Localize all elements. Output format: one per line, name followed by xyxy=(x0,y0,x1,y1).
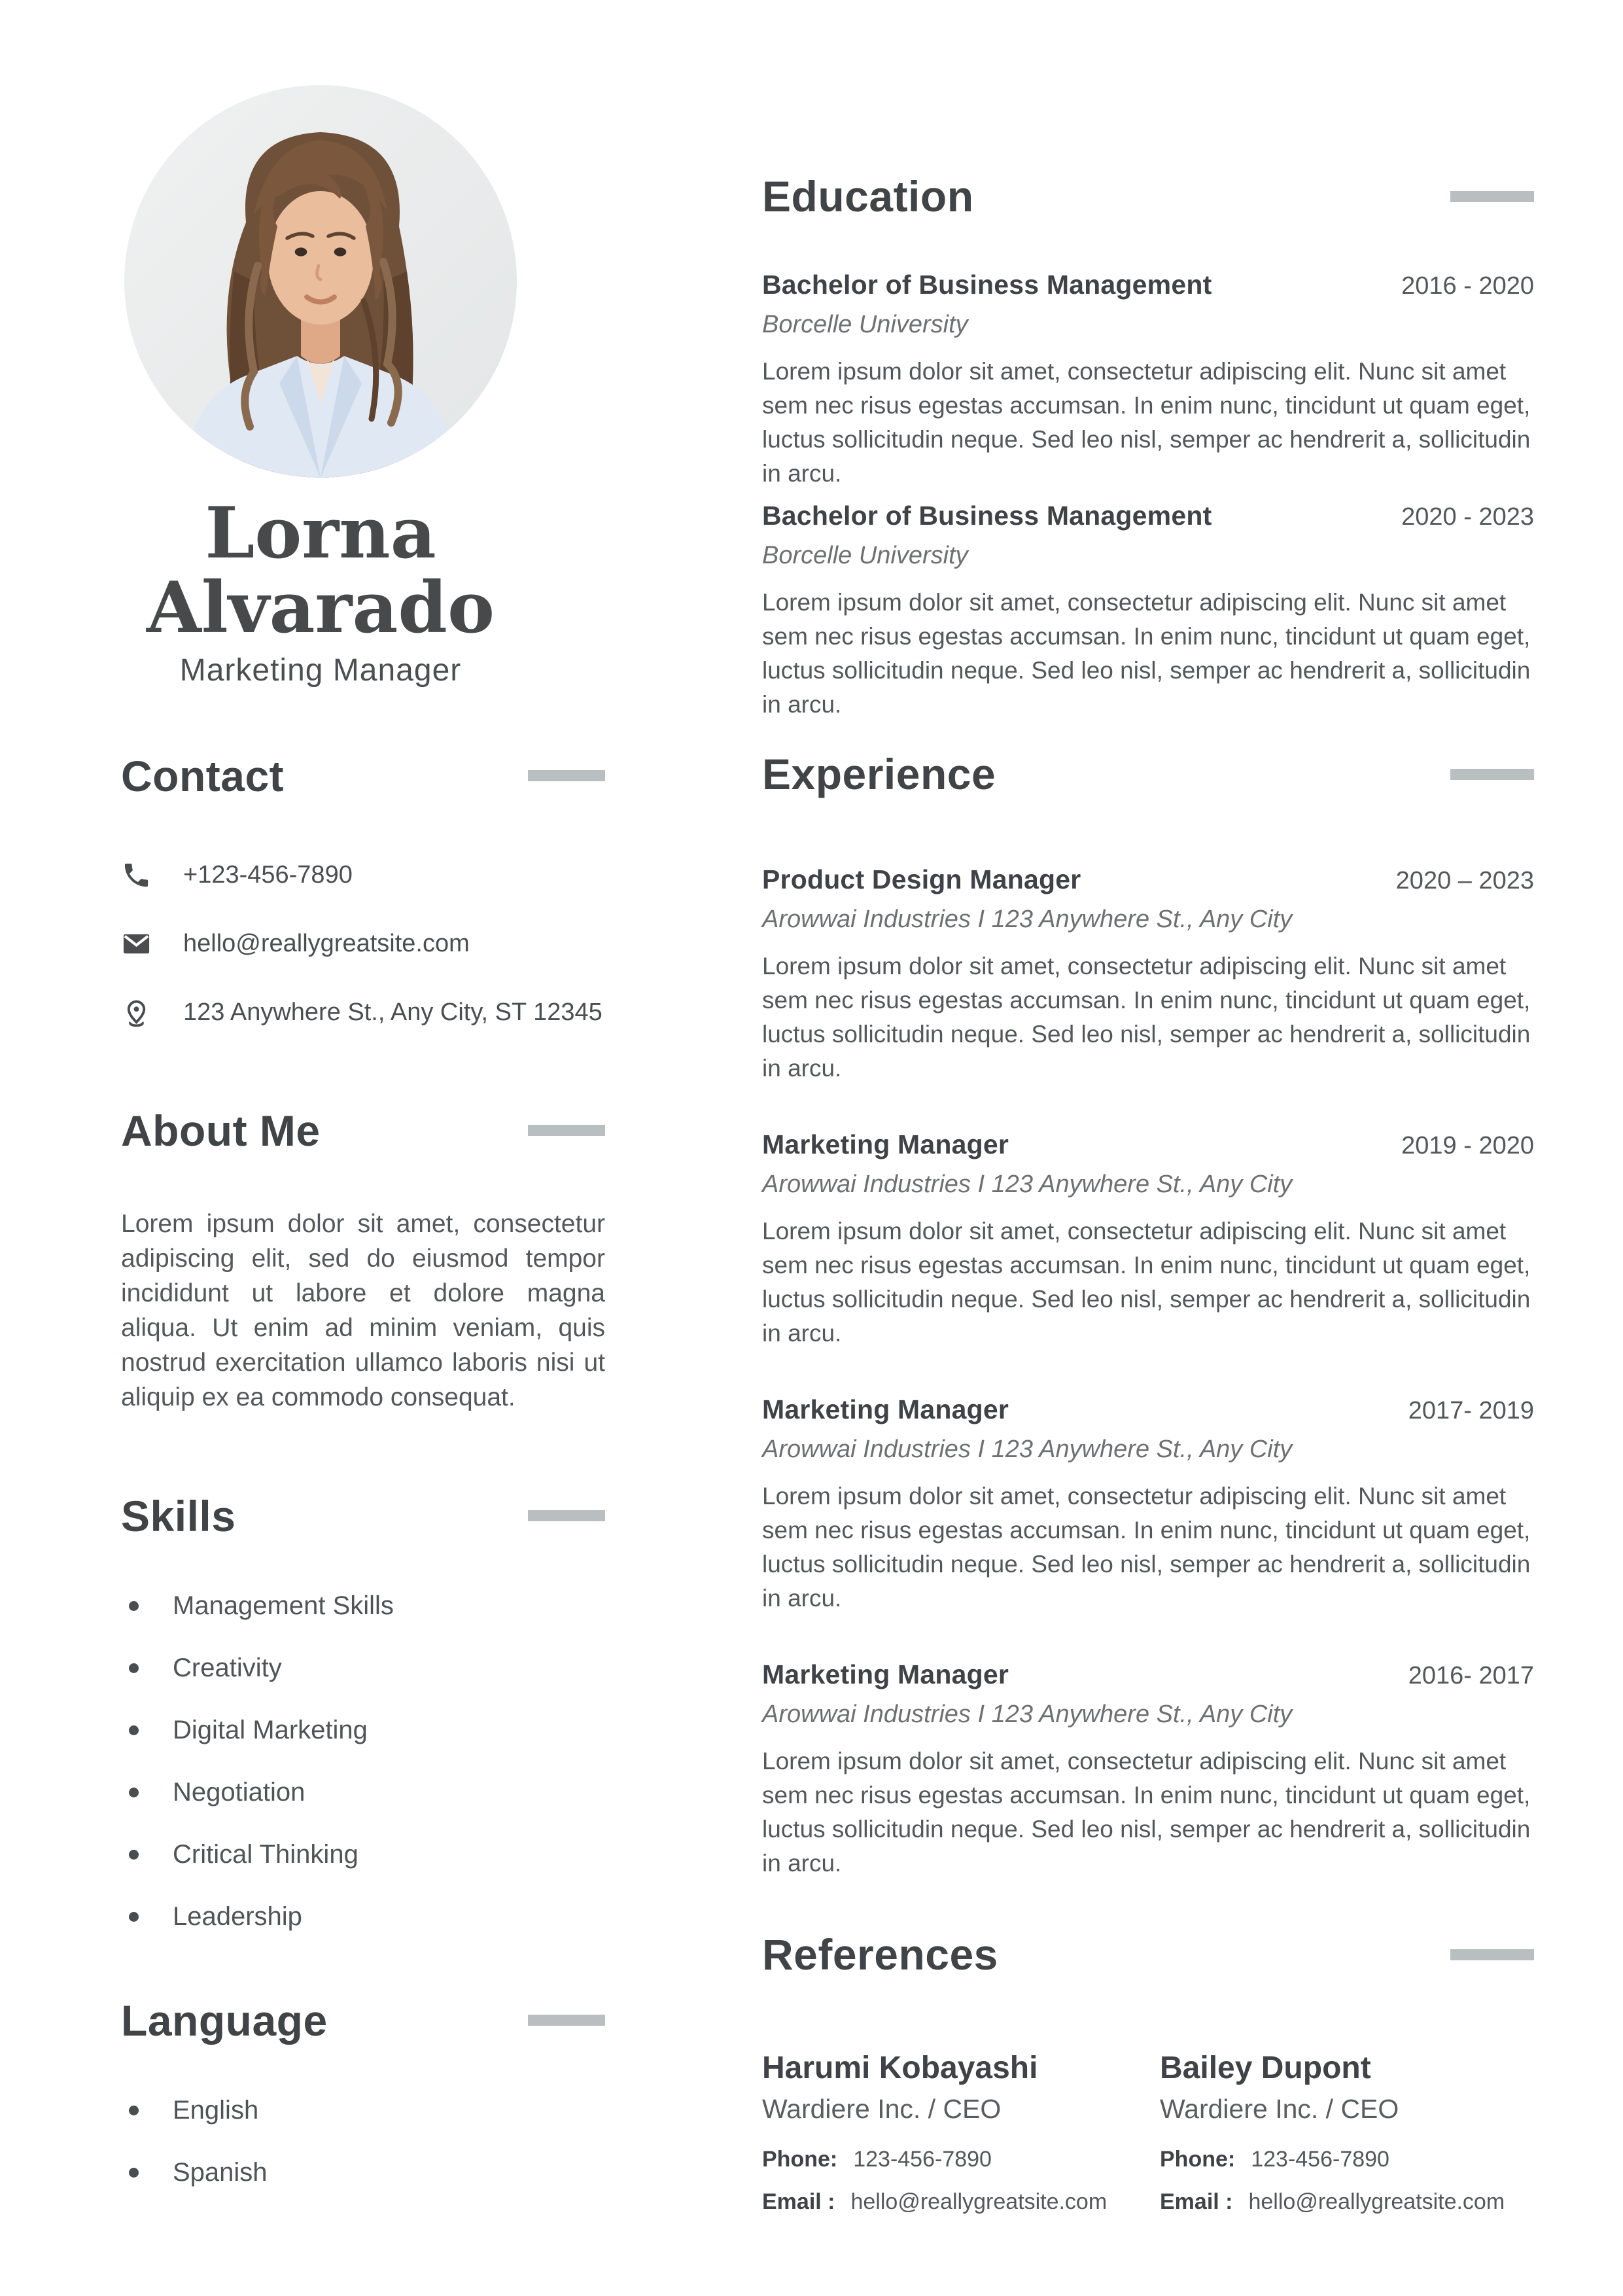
experience-section-header xyxy=(762,749,1534,799)
contact-email-text: hello@reallygreatsite.com xyxy=(183,930,470,958)
reference-name: Bailey Dupont xyxy=(1160,2051,1371,2085)
reference-card xyxy=(762,2050,1160,2215)
about-section-header xyxy=(121,1106,605,1156)
contact-phone-text: +123-456-7890 xyxy=(183,861,353,889)
entry-header xyxy=(762,1659,1534,1690)
role-title: Marketing Manager xyxy=(762,1659,1009,1689)
skill-label: Critical Thinking xyxy=(173,1839,358,1869)
list-item xyxy=(121,1777,605,1808)
heading-accent-bar xyxy=(1450,769,1534,780)
list-item xyxy=(121,1591,605,1621)
email-value: hello@reallygreatsite.com xyxy=(850,2189,1108,2214)
contact-heading: Contact xyxy=(121,751,285,800)
company-name: Arowwai Industries I 123 Anywhere St., Any City xyxy=(762,1436,1293,1463)
language-heading: Language xyxy=(121,1996,328,2045)
experience-entry xyxy=(762,1394,1534,1616)
entry-dates: 2017- 2019 xyxy=(1408,1397,1534,1424)
about-heading: About Me xyxy=(121,1106,321,1155)
left-sidebar xyxy=(0,0,661,2296)
list-item xyxy=(121,1653,605,1684)
location-icon xyxy=(121,997,152,1028)
entry-dates: 2016 - 2020 xyxy=(1401,272,1534,300)
language-section-header xyxy=(121,1996,605,2045)
email-value: hello@reallygreatsite.com xyxy=(1248,2189,1505,2214)
list-item xyxy=(121,2157,605,2188)
contact-rows xyxy=(121,860,605,1029)
skills-heading: Skills xyxy=(121,1491,236,1540)
entry-description: Lorem ipsum dolor sit amet, consectetur adipiscing elit. Nunc sit amet sem nec risus egestas accumsan. In enim nunc, tincidunt ut quam eget, luctus sollicitudin neque. Sed leo nisl, semper ac hendrerit a, sollicitudin in arcu. xyxy=(762,953,1531,1082)
portrait-illustration xyxy=(124,85,517,478)
role-title: Marketing Manager xyxy=(762,1129,1009,1159)
education-entry xyxy=(762,270,1534,491)
language-section xyxy=(121,1996,605,2188)
references-section xyxy=(762,1930,1534,2215)
phone-value: 123-456-7890 xyxy=(1251,2147,1389,2172)
entry-header xyxy=(762,501,1534,531)
contact-address-text: 123 Anywhere St., Any City, ST 12345 xyxy=(183,998,602,1027)
entry-header xyxy=(762,864,1534,895)
language-label: English xyxy=(173,2095,259,2125)
reference-name: Harumi Kobayashi xyxy=(762,2051,1038,2085)
school-name: Borcelle University xyxy=(762,311,968,338)
phone-value: 123-456-7890 xyxy=(853,2147,992,2172)
heading-accent-bar xyxy=(528,770,605,781)
list-item xyxy=(121,2095,605,2126)
person-job-title: Marketing Manager xyxy=(179,652,462,688)
list-item xyxy=(121,1715,605,1746)
company-name: Arowwai Industries I 123 Anywhere St., Any City xyxy=(762,906,1293,933)
email-label: Email : xyxy=(762,2189,835,2214)
reference-phone-row xyxy=(762,2147,1160,2172)
phone-label: Phone: xyxy=(762,2147,838,2172)
contact-section-header xyxy=(121,751,605,801)
education-section-header xyxy=(762,171,1534,221)
entry-header xyxy=(762,1129,1534,1160)
heading-accent-bar xyxy=(528,2015,605,2026)
contact-row-email xyxy=(121,928,605,960)
entry-dates: 2019 - 2020 xyxy=(1401,1132,1534,1159)
role-title: Marketing Manager xyxy=(762,1394,1009,1424)
reference-email-row xyxy=(762,2189,1160,2215)
heading-accent-bar xyxy=(528,1510,605,1521)
person-name xyxy=(121,492,520,650)
skill-label: Creativity xyxy=(173,1653,282,1682)
phone-icon xyxy=(121,860,152,891)
skill-label: Negotiation xyxy=(173,1777,305,1807)
experience-heading: Experience xyxy=(762,750,996,798)
reference-org: Wardiere Inc. / CEO xyxy=(762,2094,1002,2124)
entry-description: Lorem ipsum dolor sit amet, consectetur adipiscing elit. Nunc sit amet sem nec risus egestas accumsan. In enim nunc, tincidunt ut quam eget, luctus sollicitudin neque. Sed leo nisl, semper ac hendrerit a, sollicitudin in arcu. xyxy=(762,589,1531,718)
company-name: Arowwai Industries I 123 Anywhere St., Any City xyxy=(762,1701,1293,1728)
heading-accent-bar xyxy=(1450,1949,1534,1960)
entry-dates: 2020 – 2023 xyxy=(1395,867,1534,894)
bullet-dot xyxy=(129,1601,139,1611)
references-heading: References xyxy=(762,1930,998,1979)
reference-card xyxy=(1160,2050,1534,2215)
reference-email-row xyxy=(1160,2189,1534,2215)
entry-dates: 2016- 2017 xyxy=(1408,1662,1534,1689)
entry-dates: 2020 - 2023 xyxy=(1401,503,1534,531)
references-grid xyxy=(762,2050,1534,2215)
about-section xyxy=(121,1106,605,1415)
skills-section-header xyxy=(121,1491,605,1541)
entry-description: Lorem ipsum dolor sit amet, consectetur adipiscing elit. Nunc sit amet sem nec risus egestas accumsan. In enim nunc, tincidunt ut quam eget, luctus sollicitudin neque. Sed leo nisl, semper ac hendrerit a, sollicitudin in arcu. xyxy=(762,358,1531,487)
heading-accent-bar xyxy=(528,1125,605,1136)
contact-row-phone xyxy=(121,860,605,891)
bullet-dot xyxy=(129,2168,139,2178)
bullet-dot xyxy=(129,1788,139,1797)
bullet-dot xyxy=(129,1912,139,1922)
entry-header xyxy=(762,270,1534,300)
entry-header xyxy=(762,1394,1534,1425)
bullet-dot xyxy=(129,1725,139,1735)
profile-photo xyxy=(124,85,517,478)
reference-org: Wardiere Inc. / CEO xyxy=(1160,2094,1399,2124)
person-first-name: Lorna xyxy=(205,492,436,574)
language-list xyxy=(121,2095,605,2188)
experience-entry xyxy=(762,1129,1534,1351)
bullet-dot xyxy=(129,1850,139,1860)
education-heading: Education xyxy=(762,172,974,221)
experience-entry xyxy=(762,864,1534,1086)
list-item xyxy=(121,1901,605,1932)
role-title: Product Design Manager xyxy=(762,864,1081,894)
contact-section xyxy=(121,751,605,1029)
degree-title: Bachelor of Business Management xyxy=(762,270,1212,300)
email-label: Email : xyxy=(1160,2189,1233,2214)
education-entry xyxy=(762,501,1534,722)
experience-section xyxy=(762,749,1534,1881)
list-item xyxy=(121,1839,605,1870)
about-text: Lorem ipsum dolor sit amet, consectetur adipiscing elit, sed do eiusmod tempor incididunt ut labore et dolore magna aliqua. Ut enim ad minim veniam, quis nostrud exercitation ullamco laboris nisi ut aliquip ex ea commodo consequat. xyxy=(121,1209,605,1411)
language-label: Spanish xyxy=(173,2157,268,2187)
company-name: Arowwai Industries I 123 Anywhere St., Any City xyxy=(762,1171,1293,1198)
entry-description: Lorem ipsum dolor sit amet, consectetur adipiscing elit. Nunc sit amet sem nec risus egestas accumsan. In enim nunc, tincidunt ut quam eget, luctus sollicitudin neque. Sed leo nisl, semper ac hendrerit a, sollicitudin in arcu. xyxy=(762,1748,1531,1877)
skills-section xyxy=(121,1491,605,1932)
skill-label: Leadership xyxy=(173,1901,302,1931)
references-section-header xyxy=(762,1930,1534,1979)
entry-description: Lorem ipsum dolor sit amet, consectetur adipiscing elit. Nunc sit amet sem nec risus egestas accumsan. In enim nunc, tincidunt ut quam eget, luctus sollicitudin neque. Sed leo nisl, semper ac hendrerit a, sollicitudin in arcu. xyxy=(762,1483,1531,1612)
person-last-name: Alvarado xyxy=(147,567,495,650)
reference-phone-row xyxy=(1160,2147,1534,2172)
profile-hero xyxy=(121,85,520,688)
heading-accent-bar xyxy=(1450,191,1534,202)
education-section xyxy=(762,171,1534,722)
contact-row-address xyxy=(121,997,605,1029)
experience-entry xyxy=(762,1659,1534,1881)
skill-label: Management Skills xyxy=(173,1591,394,1620)
bullet-dot xyxy=(129,1663,139,1673)
school-name: Borcelle University xyxy=(762,542,968,569)
main-column xyxy=(661,0,1623,2296)
skills-list xyxy=(121,1591,605,1932)
degree-title: Bachelor of Business Management xyxy=(762,501,1212,531)
bullet-dot xyxy=(129,2106,139,2115)
entry-description: Lorem ipsum dolor sit amet, consectetur adipiscing elit. Nunc sit amet sem nec risus egestas accumsan. In enim nunc, tincidunt ut quam eget, luctus sollicitudin neque. Sed leo nisl, semper ac hendrerit a, sollicitudin in arcu. xyxy=(762,1218,1531,1347)
email-icon xyxy=(121,928,152,959)
skill-label: Digital Marketing xyxy=(173,1715,368,1744)
phone-label: Phone: xyxy=(1160,2147,1236,2172)
